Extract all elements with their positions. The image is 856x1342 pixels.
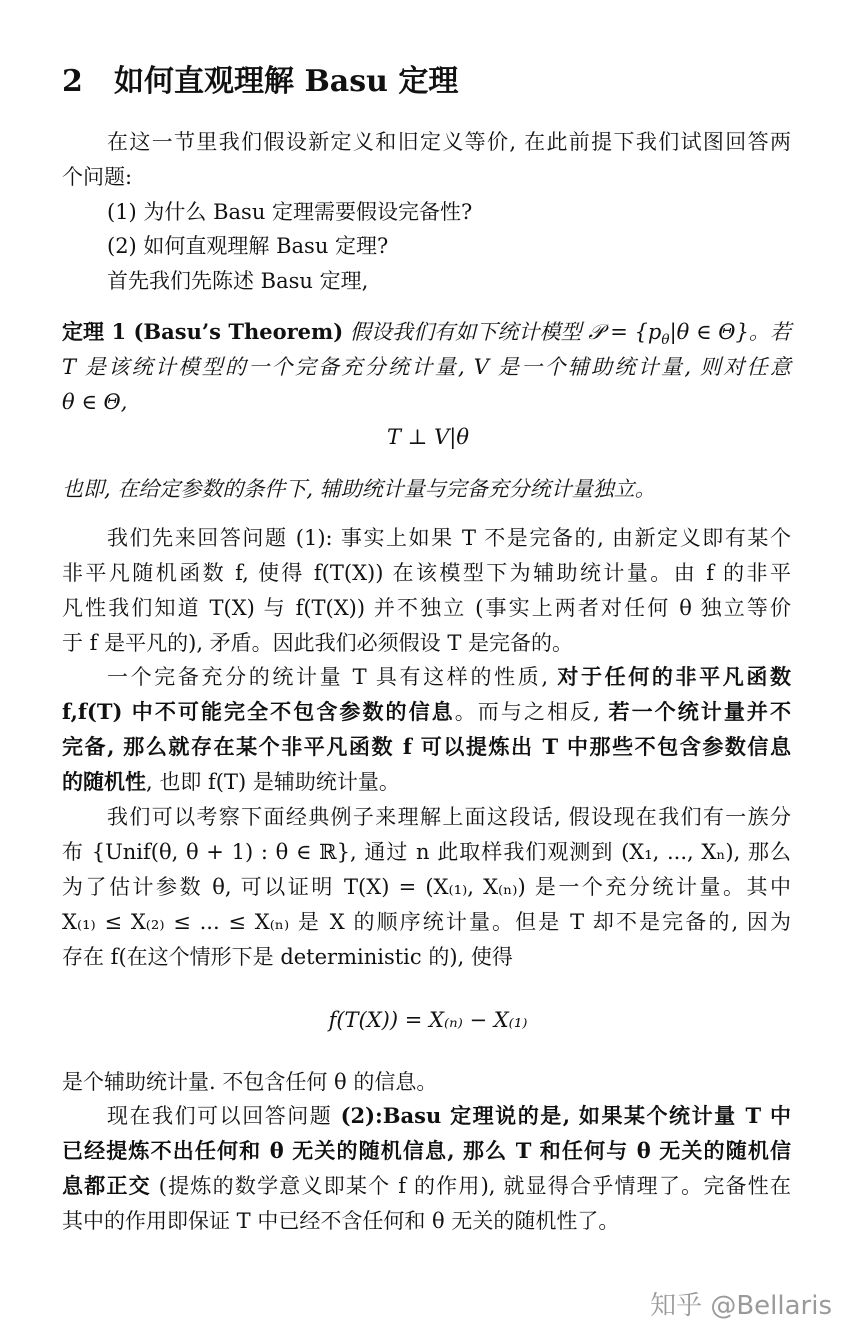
property-intro: 一个完备充分的统计量 T 具有这样的性质, xyxy=(107,665,558,689)
property-bold-2: f,f(T) 中不可能完全不包含参数的信息 xyxy=(62,699,455,724)
zhihu-watermark: 知乎 @Bellaris xyxy=(650,1291,832,1321)
intro-paragraph-line-1: 在这一节里我们假设新定义和旧定义等价, 在此前提下我们试图回答两 xyxy=(107,130,791,154)
answer1-line-3: 凡性我们知道 T(X) 与 f(T(X)) 并不独立 (事实上两者对任何 θ 独立等价 xyxy=(62,596,791,620)
answer2-bold-1: (2):Basu 定理说的是, 如果某个统计量 T 中 xyxy=(340,1103,791,1128)
property-bold-3: 若一个统计量并不 xyxy=(608,699,791,724)
theorem-line-3: θ ∈ Θ, xyxy=(62,390,128,414)
property-bold-1: 对于任何的非平凡函数 xyxy=(557,664,792,689)
theorem-statement-end: |θ ∈ Θ}。若 xyxy=(669,320,791,344)
answer1-line-2: 非平凡随机函数 f, 使得 f(T(X)) 在该模型下为辅助统计量。由 f 的非平 xyxy=(62,561,791,585)
answer2-explanation: (提炼的数学意义即某个 f 的作用), 就显得合乎情理了。完备性在 xyxy=(150,1174,791,1198)
answer2-line-2: 已经提炼不出任何和 θ 无关的随机信息, 那么 T 和任何与 θ 无关的随机信 xyxy=(62,1138,791,1163)
theorem-label: 定理 1 (Basu’s Theorem) xyxy=(62,319,344,344)
example-line-1: 我们可以考察下面经典例子来理解上面这段话, 假设现在我们有一族分 xyxy=(107,805,791,829)
property-line-3: 完备, 那么就存在某个非平凡函数 f 可以提炼出 T 中那些不包含参数信息 xyxy=(62,734,791,759)
answer1-line-1: 我们先来回答问题 (1): 事实上如果 T 不是完备的, 由新定义即有某个 xyxy=(107,526,791,550)
answer2-line-1 xyxy=(107,1099,791,1133)
property-bold-4: 的随机性 xyxy=(62,769,146,794)
property-contrast: 。而与之相反, xyxy=(454,700,609,724)
theorem-line-2: T 是该统计模型的一个完备充分统计量, V 是一个辅助统计量, 则对任意 xyxy=(62,355,791,379)
section-heading xyxy=(62,60,458,104)
theorem-line-1 xyxy=(62,315,791,349)
theorem-statement-start: 假设我们有如下统计模型 𝒫 = {p xyxy=(343,320,662,344)
property-line-2 xyxy=(62,695,791,729)
theorem-lead-in: 首先我们先陈述 Basu 定理, xyxy=(107,269,369,293)
example-line-3: 为了估计参数 θ, 可以证明 T(X) = (X₍₁₎, X₍ₙ₎) 是一个充分统计量。其中 xyxy=(62,875,791,899)
answer2-bold-2: 息都正交 xyxy=(62,1173,151,1198)
property-conclusion: , 也即 f(T) 是辅助统计量。 xyxy=(146,770,400,794)
theorem-density-subscript: θ xyxy=(661,332,670,349)
intro-paragraph-line-2: 个问题: xyxy=(62,165,133,189)
example-line-5: 存在 f(在这个情形下是 deterministic 的), 使得 xyxy=(62,945,513,969)
example-remark: 是个辅助统计量. 不包含任何 θ 的信息。 xyxy=(62,1070,438,1094)
theorem-remark: 也即, 在给定参数的条件下, 辅助统计量与完备充分统计量独立。 xyxy=(62,477,656,501)
property-line-4 xyxy=(62,765,400,799)
theorem-equation: T ⊥ V|θ xyxy=(387,425,469,449)
question-1: (1) 为什么 Basu 定理需要假设完备性? xyxy=(107,200,473,224)
section-title: 如何直观理解 Basu 定理 xyxy=(114,64,459,99)
answer2-line-3 xyxy=(62,1169,791,1203)
example-equation: f(T(X)) = X₍ₙ₎ − X₍₁₎ xyxy=(328,1008,528,1032)
section-number: 2 xyxy=(62,64,83,99)
question-2: (2) 如何直观理解 Basu 定理? xyxy=(107,234,389,258)
answer2-line-4: 其中的作用即保证 T 中已经不含任何和 θ 无关的随机性了。 xyxy=(62,1209,620,1233)
example-line-4: X₍₁₎ ≤ X₍₂₎ ≤ ... ≤ X₍ₙ₎ 是 X 的顺序统计量。但是 T 却不是完备的, 因为 xyxy=(62,910,791,934)
property-line-1 xyxy=(107,660,791,694)
answer2-intro: 现在我们可以回答问题 xyxy=(107,1104,341,1128)
answer1-line-4: 于 f 是平凡的), 矛盾。因此我们必须假设 T 是完备的。 xyxy=(62,631,574,655)
example-line-2: 布 {Unif(θ, θ + 1) : θ ∈ ℝ}, 通过 n 此取样我们观测到 (X₁, ..., Xₙ), 那么 xyxy=(62,840,791,864)
